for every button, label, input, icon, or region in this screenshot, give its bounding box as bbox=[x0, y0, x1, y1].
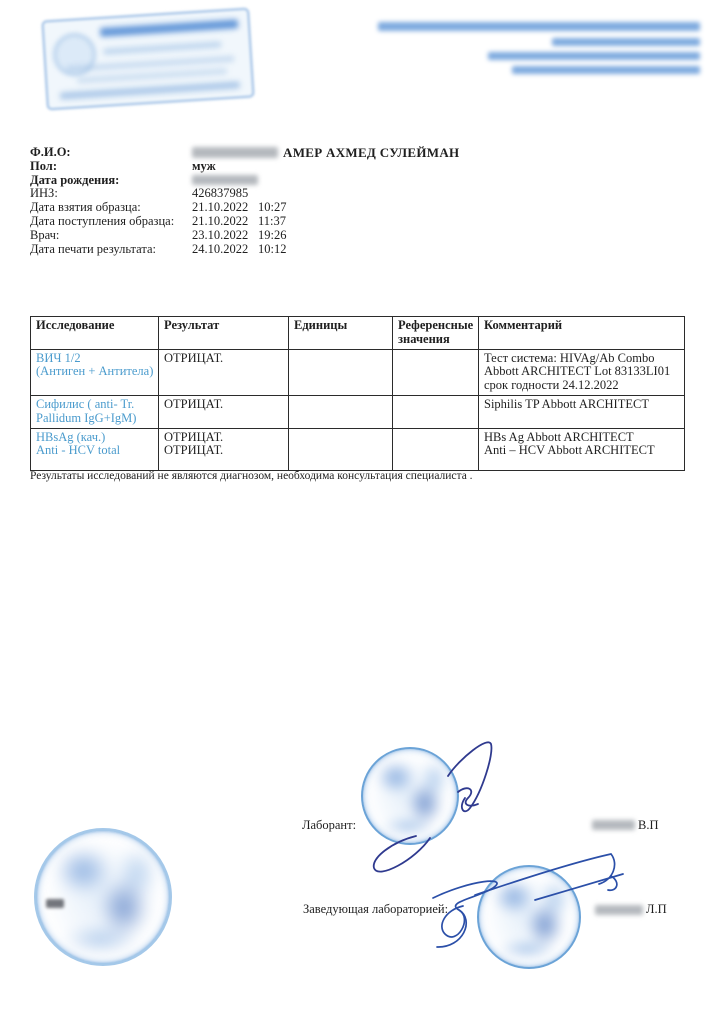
field-label: Пол: bbox=[30, 158, 57, 173]
comment-line: HBs Ag Abbott ARCHITECT bbox=[484, 429, 634, 444]
patient-field-doctor bbox=[30, 229, 550, 243]
comment-cell bbox=[479, 349, 685, 395]
head-of-lab-stamp-ink bbox=[479, 867, 579, 967]
test-name-cell bbox=[31, 395, 159, 428]
patient-sex: муж bbox=[192, 158, 216, 173]
comment-line: Siphilis TP Abbott ARCHITECT bbox=[484, 396, 649, 411]
laborant-name-suffix: В.П bbox=[638, 818, 659, 832]
col-header-units: Единицы bbox=[289, 317, 393, 350]
comment-line: срок годности 24.12.2022 bbox=[484, 378, 619, 393]
units-cell bbox=[289, 428, 393, 470]
time-value: 19:26 bbox=[258, 227, 287, 242]
head-of-lab-name-redacted bbox=[595, 905, 643, 915]
head-of-lab-stamp bbox=[477, 865, 581, 969]
patient-field-fio bbox=[30, 146, 550, 160]
col-header-reference: Референсные значения bbox=[393, 317, 479, 350]
fio-redacted-part bbox=[192, 147, 278, 158]
col-header-comment: Комментарий bbox=[479, 317, 685, 350]
test-line: Pallidum IgG+IgM) bbox=[36, 410, 137, 425]
table-row-hiv bbox=[31, 349, 685, 395]
time-value: 11:37 bbox=[258, 213, 287, 228]
test-line: (Антиген + Антитела) bbox=[36, 364, 154, 379]
head-of-lab-label: Заведующая лабораторией: bbox=[303, 902, 449, 916]
patient-field-sex bbox=[30, 160, 550, 174]
clinic-contact-line-redacted bbox=[378, 22, 700, 31]
birthdate-redacted bbox=[192, 175, 258, 185]
seal-mp-mark-redacted bbox=[46, 899, 64, 908]
reference-cell bbox=[393, 395, 479, 428]
time-value: 10:12 bbox=[258, 241, 287, 256]
patient-field-inz bbox=[30, 187, 550, 201]
disclaimer-note: Результаты исследований не являются диагнозом, необходима консультация специалиста . bbox=[30, 470, 473, 482]
patient-field-sample-received bbox=[30, 215, 550, 229]
table-row-hepatitis bbox=[31, 428, 685, 470]
laborant-label: Лаборант: bbox=[302, 818, 357, 832]
field-label: ИНЗ: bbox=[30, 186, 58, 201]
clinic-contact-line-redacted bbox=[512, 66, 700, 74]
patient-field-birthdate bbox=[30, 174, 550, 188]
table-row-syphilis bbox=[31, 395, 685, 428]
laborant-stamp-ink bbox=[363, 749, 457, 843]
test-name-cell bbox=[31, 349, 159, 395]
comment-line: Anti – HCV Abbott ARCHITECT bbox=[484, 443, 655, 458]
test-line: HBsAg (кач.) bbox=[36, 429, 106, 444]
field-label: Дата рождения: bbox=[30, 172, 120, 187]
result-value: ОТРИЦАТ. bbox=[164, 443, 224, 458]
result-cell bbox=[159, 395, 289, 428]
field-label: Дата печати результата: bbox=[30, 241, 157, 256]
clinic-stamp-line-redacted bbox=[103, 41, 221, 54]
result-cell bbox=[159, 349, 289, 395]
inz-value: 426837985 bbox=[192, 186, 249, 201]
patient-name: АМЕР АХМЕД СУЛЕЙМАН bbox=[283, 145, 460, 160]
test-line: ВИЧ 1/2 bbox=[36, 350, 81, 365]
clinic-stamp-line-redacted bbox=[77, 68, 227, 83]
comment-cell bbox=[479, 395, 685, 428]
time-value: 10:27 bbox=[258, 200, 287, 215]
date-value: 21.10.2022 bbox=[192, 213, 249, 228]
reference-cell bbox=[393, 349, 479, 395]
reference-cell bbox=[393, 428, 479, 470]
result-value: ОТРИЦАТ. bbox=[164, 350, 224, 365]
date-value: 23.10.2022 bbox=[192, 227, 249, 242]
table-header-row bbox=[31, 317, 685, 350]
clinic-contact-line-redacted bbox=[488, 52, 700, 60]
seal-stamp-ink bbox=[37, 831, 169, 963]
patient-field-sample-taken bbox=[30, 201, 550, 215]
seal-stamp bbox=[34, 828, 172, 966]
clinic-stamp-line-redacted bbox=[60, 81, 240, 99]
head-of-lab-name-suffix: Л.П bbox=[646, 902, 667, 916]
units-cell bbox=[289, 349, 393, 395]
results-table bbox=[30, 316, 685, 471]
field-label: Дата поступления образца: bbox=[30, 213, 175, 228]
result-value: ОТРИЦАТ. bbox=[164, 429, 224, 444]
col-header-result: Результат bbox=[159, 317, 289, 350]
units-cell bbox=[289, 395, 393, 428]
laborant-stamp bbox=[361, 747, 459, 845]
result-cell bbox=[159, 428, 289, 470]
test-name-cell bbox=[31, 428, 159, 470]
test-line: Anti - HCV total bbox=[36, 443, 121, 458]
result-value: ОТРИЦАТ. bbox=[164, 396, 224, 411]
laborant-name-redacted bbox=[592, 820, 635, 830]
clinic-header-stamp bbox=[41, 8, 254, 111]
field-label: Дата взятия образца: bbox=[30, 200, 141, 215]
clinic-stamp-title-redacted bbox=[100, 19, 238, 37]
date-value: 21.10.2022 bbox=[192, 200, 249, 215]
col-header-test: Исследование bbox=[31, 317, 159, 350]
comment-line: Тест система: HIVAg/Ab Combo bbox=[484, 350, 655, 365]
field-label: Врач: bbox=[30, 227, 60, 242]
patient-field-print-date bbox=[30, 243, 550, 257]
date-value: 24.10.2022 bbox=[192, 241, 249, 256]
patient-info-block bbox=[30, 146, 550, 256]
comment-line: Abbott ARCHITECT Lot 83133LI01 bbox=[484, 364, 671, 379]
field-label: Ф.И.О: bbox=[30, 145, 71, 159]
comment-cell bbox=[479, 428, 685, 470]
clinic-contact-line-redacted bbox=[552, 38, 700, 46]
test-line: Сифилис ( anti- Tr. bbox=[36, 396, 135, 411]
